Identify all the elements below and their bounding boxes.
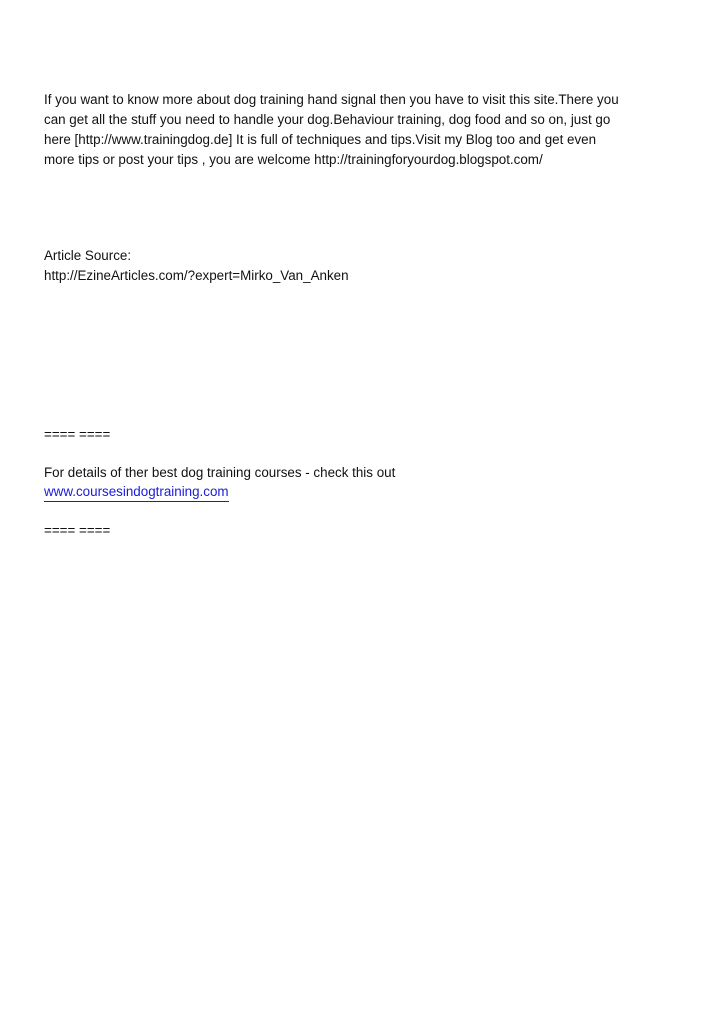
article-line: more tips or post your tips , you are welcome http://trainingforyourdog.blogspot.com/ <box>44 152 543 167</box>
article-body-paragraph <box>44 90 619 170</box>
article-source-url: http://EzineArticles.com/?expert=Mirko_Van_Anken <box>44 268 349 283</box>
separator-bottom: ==== ==== <box>44 523 111 538</box>
article-source-label: Article Source: <box>44 248 132 263</box>
article-line: If you want to know more about dog training hand signal then you have to visit this site.There you <box>44 92 619 107</box>
courses-link[interactable]: www.coursesindogtraining.com <box>44 483 229 502</box>
course-details-text: For details of ther best dog training courses - check this out <box>44 465 396 480</box>
separator-top: ==== ==== <box>44 427 111 442</box>
article-line: here [http://www.trainingdog.de] It is full of techniques and tips.Visit my Blog too and get even <box>44 132 597 147</box>
article-line: can get all the stuff you need to handle your dog.Behaviour training, dog food and so on, just go <box>44 112 611 127</box>
